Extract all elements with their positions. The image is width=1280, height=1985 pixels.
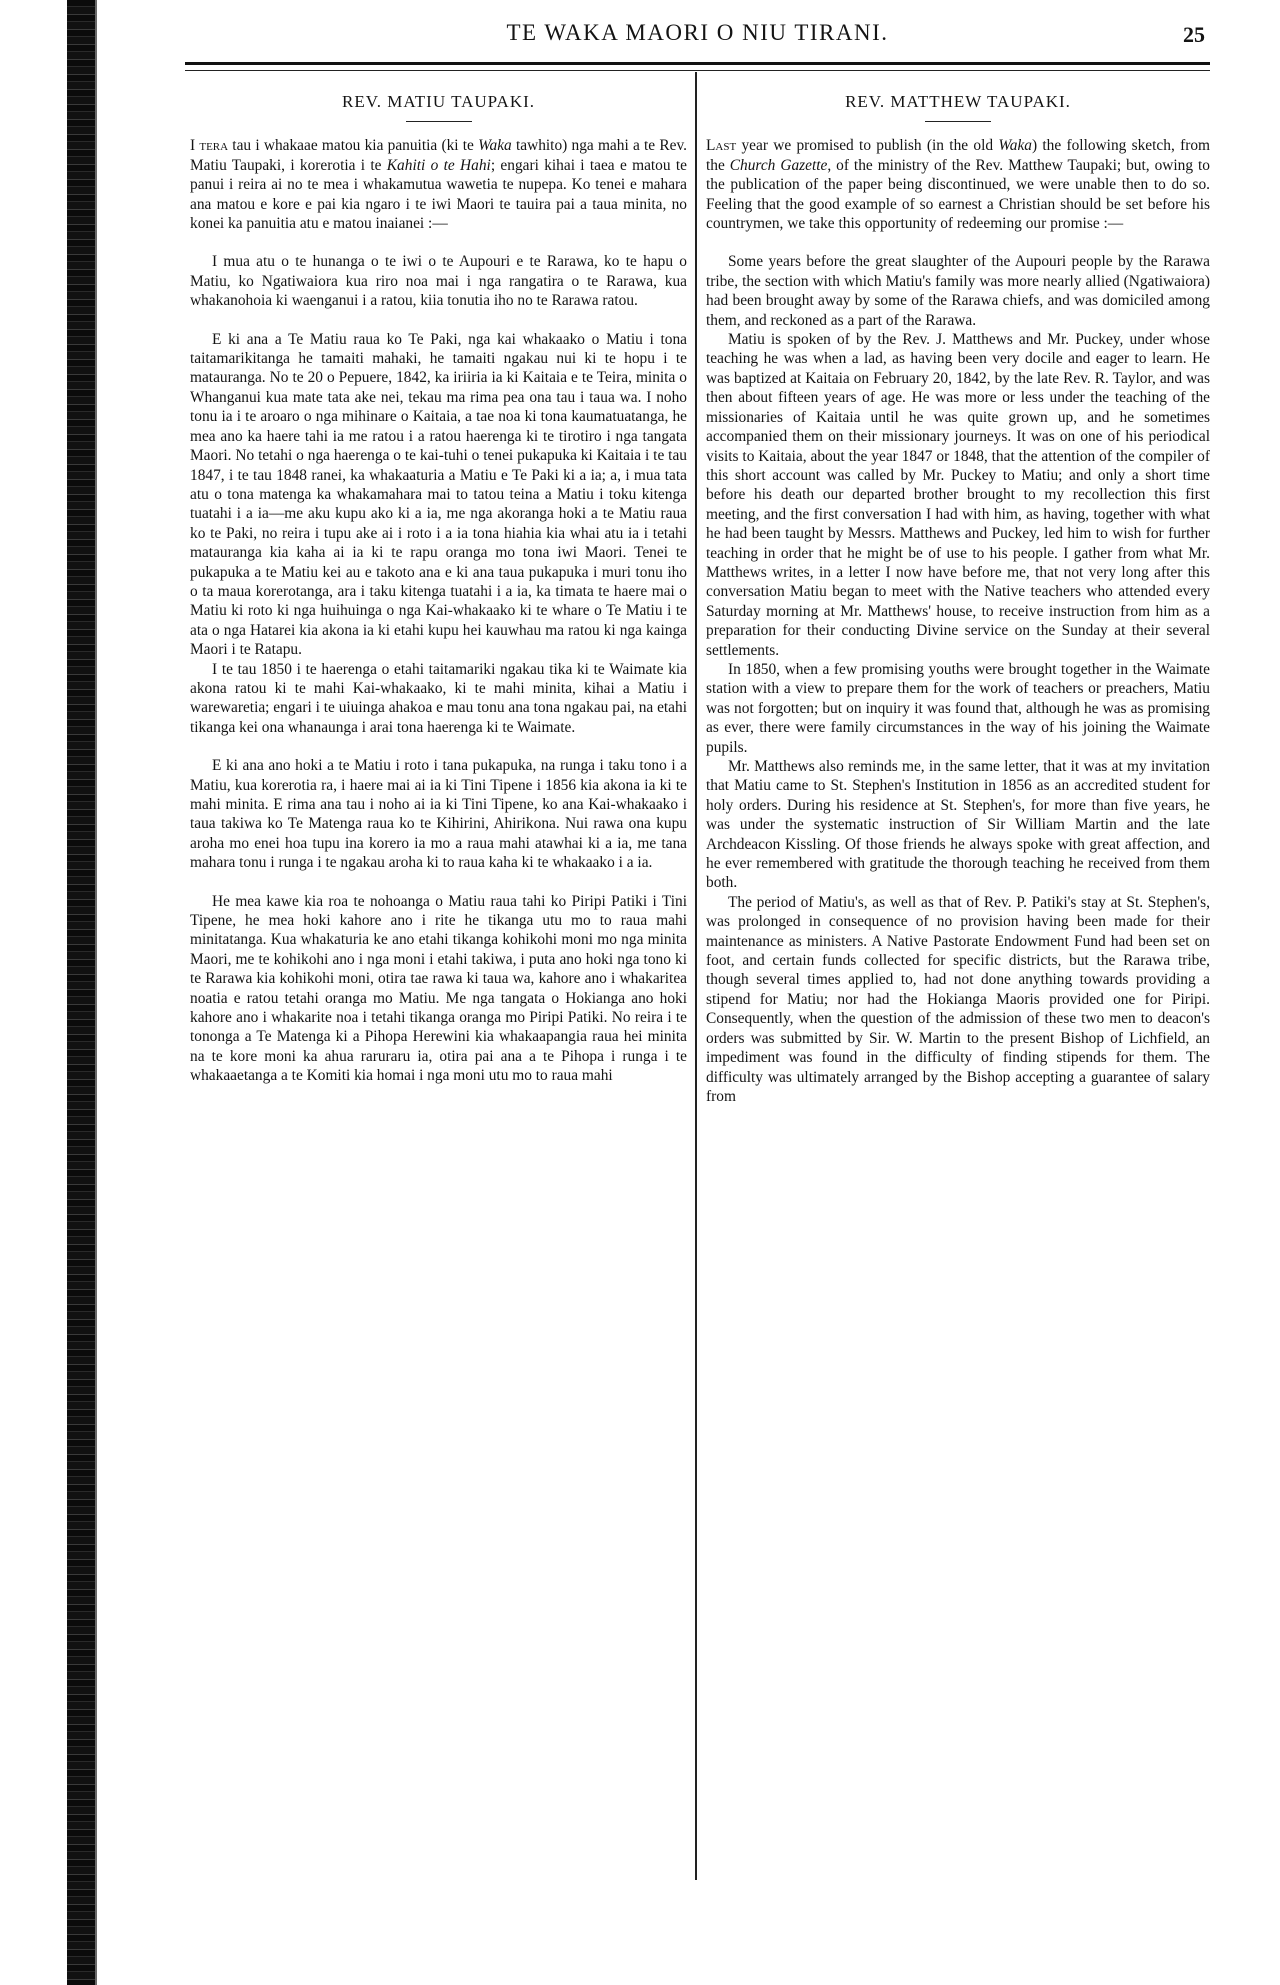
drop-lead: I tera (190, 137, 229, 155)
binding-shadow (95, 0, 97, 1985)
drop-lead: Last (706, 137, 737, 155)
body-paragraph: Matiu is spoken of by the Rev. J. Matthews and Mr. Puckey, under whose teaching he was when a lad, as having been very docile and eager to learn. He was baptized at Kaitaia on February 20, 1842, by the late Rev. R. Taylor, and was then about fifteen years of age. He was more or less under the teaching of the missionaries of Kaitaia until he was quite grown up, and he sometimes accompanied them on their missionary journeys. It was on one of his periodical visits to Kaitaia, about the year 1847 or 1848, that the attention of the compiler of this short account was called by Mr. Puckey to Matiu; and only a short time before his death our departed brother brought to my recollection this first meeting, and the first conversation I had with him, as having, together with what he had been taught by Messrs. Matthews and Puckey, led him to wish for further teaching in order that he might be of use to his people. I gather from what Mr. Matthews writes, in a letter I now have before me, that not very long after this conversation Matiu began to meet with the Native teachers who attended every Saturday morning at Mr. Matthews' house, to receive instruction from him as a preparation for their conducting Divine service on the Sunday at their several settlements. (706, 331, 1210, 659)
maori-article-column (190, 78, 687, 1086)
masthead-rule-thick (185, 62, 1210, 65)
english-article-column (706, 78, 1210, 1106)
body-paragraph: I te tau 1850 i te haerenga o etahi taitamariki ngakau tika ki te Waimate kia akona ratou ki te mahi Kai-whakaako, ki te mahi minita, kihai a Matiu i warewaretia; engari i te uiuinga ahakoa e mau tonu ana tona ngakau pai, na etahi tikanga kei ona whanaunga i arai tona haerenga ki te Waimate. (190, 660, 687, 736)
column-divider (695, 72, 697, 1880)
page-binding-edge (67, 0, 95, 1985)
body-paragraph: He mea kawe kia roa te nohoanga o Matiu raua tahi ko Piripi Patiki i Tini Tipene, he mea hoki kahore ano i rite he tikanga utu mo to raua mahi minitatanga. Kua whakaturia ke ano etahi tikanga kohikohi moni mo nga minita Maori, me te kohikohi ano i nga moni i etahi takiwa, i puta ano hoki nga tono ki te Rarawa kia kohikohi moni, otira tae rawa ki taua wa, kahore ano i whakaritea noatia e ratou tetahi oranga mo Matiu. Me nga tangata o Hokianga ano hoki kahore ano i whakarite noa i tetahi tikanga oranga mo Piripi Patiki. No reira i te tononga a Te Matenga ki a Pihopa Herewini kia whakaapangia raua hei minita na te kore moni ka ahua raruraru ia, otira pai ana a te Pihopa i runga i te whakaaetanga a te Komiti kia homai i nga moni utu mo to raua mahi (190, 892, 687, 1085)
masthead (190, 20, 1205, 50)
body-paragraph: The period of Matiu's, as well as that of Rev. P. Patiki's stay at St. Stephen's, was prolonged in consequence of no provision having been made for their maintenance as ministers. A Native Pastorate Endowment Fund had been set on foot, and certain funds collected for specific districts, but the Rarawa tribe, though several times applied to, had not done anything towards providing a stipend for Matiu; nor had the Hokianga Maoris provided one for Piripi. Consequently, when the question of the admission of these two men to deacon's orders was submitted by Sir. W. Martin to the present Bishop of Lichfield, an impediment was found in the difficulty of finding stipends for them. The difficulty was ultimately arranged by the Bishop accepting a guarantee of salary from (706, 893, 1210, 1105)
body-paragraph: I mua atu o te hunanga o te iwi o te Aupouri e te Rarawa, ko te hapu o Matiu, ko Ngatiwaiora kua riro noa mai i nga rangatira o te Rarawa, kua whakanohoia ki waenganui i a ratou, kiia tonutia iho no te Rarawa ratou. (190, 253, 687, 310)
heading-rule (925, 121, 991, 122)
article-heading-maori: REV. MATIU TAUPAKI. (341, 92, 536, 111)
intro-paragraph: I tera tau i whakaae matou kia panuitia (ki te Waka tawhito) nga mahi a te Rev. Matiu Taupaki, i korerotia i te Kahiti o te Hahi; engari kihai i taea e matou te panui i reira ai no te mea i whakamutua wawetia te nupepa. Ko tenei e mahara ana matou e kore e pai kia ngaro i te iwi Maori te tauira pai a taua minita, no konei ka panuitia atu e matou inaianei :— (190, 137, 687, 233)
masthead-rule-thin (185, 70, 1210, 71)
body-paragraph: Mr. Matthews also reminds me, in the same letter, that it was at my invitation that Matiu came to St. Stephen's Institution in 1856 as an accredited student for holy orders. During his residence at St. Stephen's, for more than five years, he was under the systematic instruction of Sir William Martin and the late Archdeacon Kissling. Of those friends he always spoke with great affection, and he ever remembered with gratitude the thorough teaching he received from them both. (706, 758, 1210, 892)
body-paragraph: E ki ana ano hoki a te Matiu i roto i tana pukapuka, na runga i taku tono i a Matiu, kua korerotia ra, i haere mai ai ia ki Tini Tipene i 1856 kia akona ia ki te mahi minita. E rima ana tau i noho ai ia ki Tini Tipene, ko ana Kai-whakaako i taua takiwa ko Te Matenga raua ko te Kihirini, Ahirikona. Nui rawa ona kupu aroha mo enei hoa tupu ina korero ia mo a raua mahi atawhai ki a ia, me tana mahara tonu i runga i te ngakau aroha ki to raua kaha ki te whakaako i a ia. (190, 757, 687, 872)
body-paragraph: In 1850, when a few promising youths were brought together in the Waimate station with a view to prepare them for the work of teachers or preachers, Matiu was not forgotten; but on inquiry it was found that, although he was as promising as ever, there were family circumstances in the way of his joining the Waimate pupils. (706, 660, 1210, 756)
newspaper-title: TE WAKA MAORI O NIU TIRANI. (506, 20, 889, 45)
body-paragraph: E ki ana a Te Matiu raua ko Te Paki, nga kai whakaako o Matiu i tona taitamarikitanga he tamaiti mahaki, he tamaiti ngakau nui ki te hopu i te matauranga. No te 20 o Pepuere, 1842, ka iriiria ia ki Kaitaia e te Teira, minita o Whanganui kua mate tata ake nei, tekau ma rima pea ona tau i taua wa. I noho tonu ia i te aroaro o nga mihinare o Kaitaia, a tae noa ki tona kaumatuatanga, he mea ano ka haere tahi ia me ratou i a ratou haerenga ki te tirotiro i nga tangata Maori. No tetahi o nga haerenga o te kai-tuhi o tenei pukapuka ki Kaitaia i te tau 1847, i te tau 1848 ranei, ka whakaaturia a Matiu e Te Paki ki a ia; a, i mua tata atu o tona matenga ka whakamahara mai to tatou teina a Matiu i toku kitenga tuatahi i a ia—me aku kupu ako ki a ia, me nga akoranga hoki a te Matiu raua ko te Paki, no reira i tupu ake ai i roto i a ia tona hiahia kia whai atu ia i tetahi matauranga kia kaha ai ia ki te rapu oranga mo tona iwi Maori. Tenei te pukapuka a te Matiu kei au e takoto ana e ki ana taua pukapuka i muri tonu iho o ta maua korerotanga, ara i taku kitenga tuatahi i a ia, ka timata te haere mai o Matiu ki roto ki nga huihuinga o nga Kai-whakaako ki te whare o Te Matiu i te ata o nga Hatarei kia akona ia ki etahi kupu hei kauwhau ma ratou ki nga kainga Maori i te Ratapu. (190, 330, 687, 659)
body-paragraph: Some years before the great slaughter of the Aupouri people by the Rarawa tribe, the section with which Matiu's family was more nearly allied (Ngatiwaiora) had been brought away by some of the Rarawa chiefs, and was domiciled among them, and reckoned as a part of the Rarawa. (706, 253, 1210, 329)
article-heading-english: REV. MATTHEW TAUPAKI. (845, 92, 1071, 111)
page-number: 25 (1183, 22, 1205, 47)
heading-rule (406, 121, 472, 122)
intro-paragraph: Last year we promised to publish (in the old Waka) the following sketch, from the Church Gazette, of the ministry of the Rev. Matthew Taupaki; but, owing to the publication of the paper being discontinued, we were unable then to do so. Feeling that the good example of so earnest a Christian should be set before his countrymen, we take this opportunity of redeeming our promise :— (706, 137, 1210, 233)
